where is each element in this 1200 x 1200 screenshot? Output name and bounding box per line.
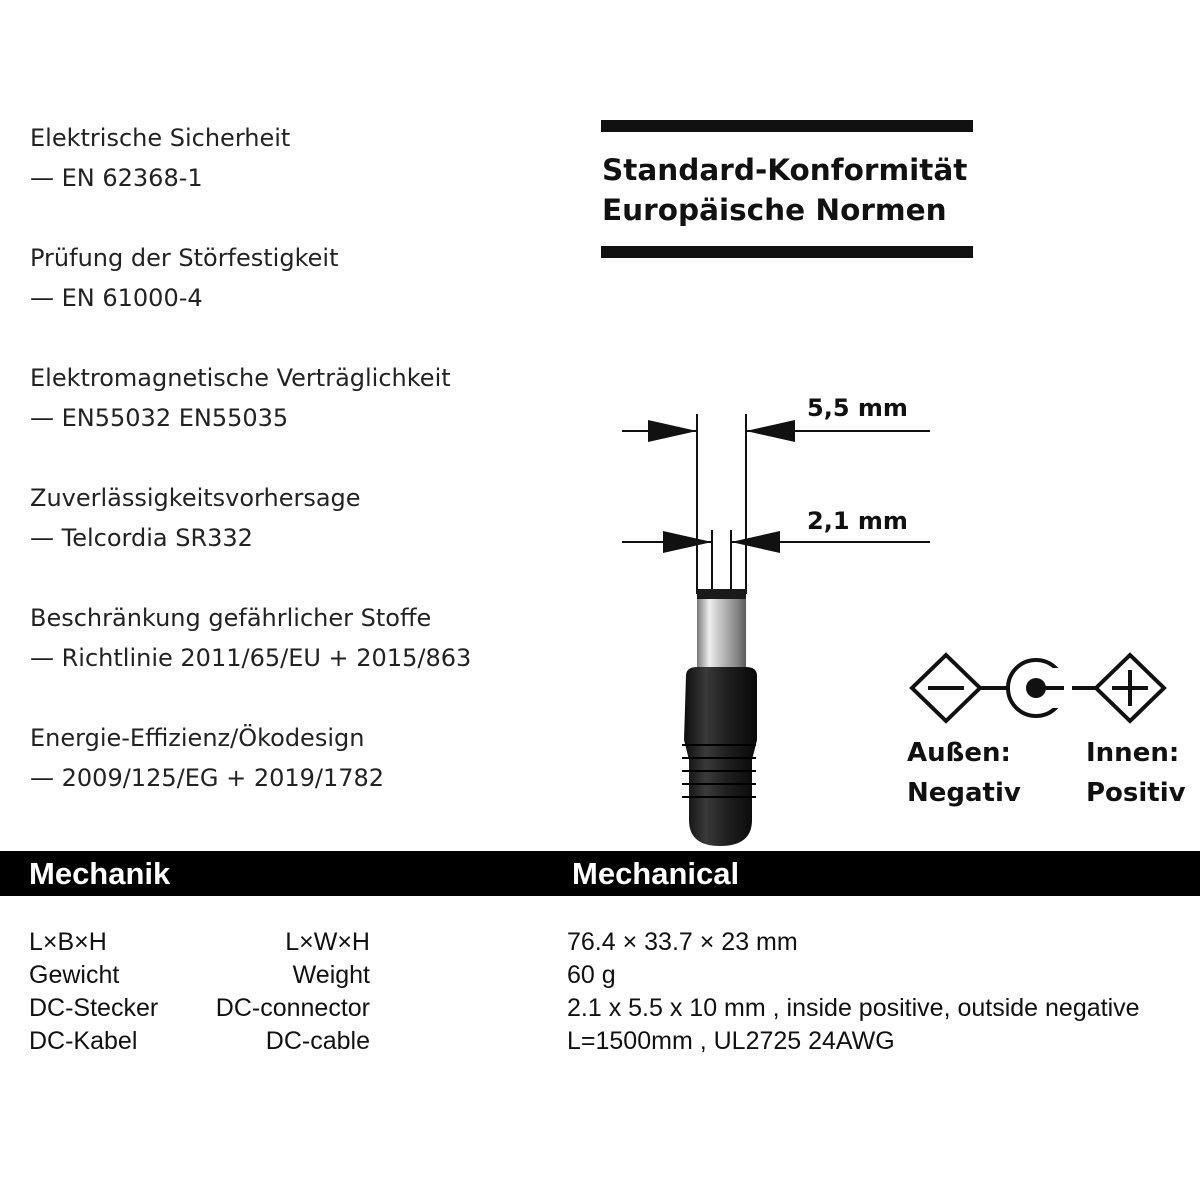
inner-dimension-lines <box>622 530 930 592</box>
standard-title: Elektrische Sicherheit <box>30 124 291 152</box>
standard-title: Prüfung der Störfestigkeit <box>30 244 339 272</box>
outer-diameter-label: 5,5 mm <box>807 394 908 422</box>
row-value: 60 g <box>567 961 616 989</box>
dc-plug-image <box>682 589 757 846</box>
standard-title: Zuverlässigkeitsvorhersage <box>30 484 361 512</box>
standard-value: — EN 62368-1 <box>30 164 203 192</box>
outer-dimension-lines <box>622 414 930 594</box>
mechanical-heading-de: Mechanik <box>29 856 171 891</box>
row-label-de: DC-Kabel <box>29 1027 138 1055</box>
arrow-icon <box>663 531 712 553</box>
polarity-symbol <box>912 655 1164 721</box>
row-label-de: DC-Stecker <box>29 994 159 1022</box>
inner-polarity-line-1: Innen: <box>1086 738 1180 768</box>
standard-value: — EN55032 EN55035 <box>30 404 289 432</box>
badge-line-1: Standard-Konformität <box>602 153 968 187</box>
badge-line-2: Europäische Normen <box>602 193 947 227</box>
row-label-en: DC-cable <box>265 1027 370 1055</box>
outer-polarity-line-1: Außen: <box>907 738 1011 768</box>
mechanical-heading-en: Mechanical <box>572 856 740 891</box>
arrow-icon <box>731 531 780 553</box>
standard-title: Elektromagnetische Verträglichkeit <box>30 364 451 392</box>
standard-value: — 2009/125/EG + 2019/1782 <box>30 764 385 792</box>
outer-polarity-label <box>907 733 1021 813</box>
outer-polarity-line-2: Negativ <box>907 778 1021 808</box>
inner-diameter-label: 2,1 mm <box>807 507 908 535</box>
row-value: L=1500mm , UL2725 24AWG <box>567 1027 895 1055</box>
row-label-de: Gewicht <box>29 961 120 989</box>
row-label-en: Weight <box>292 961 370 989</box>
row-label-en: L×W×H <box>285 928 370 956</box>
row-label-en: DC-connector <box>215 994 370 1022</box>
arrow-icon <box>648 420 697 442</box>
table-row <box>0 959 1200 992</box>
inner-polarity-line-2: Positiv <box>1086 778 1186 808</box>
standard-title: Beschränkung gefährlicher Stoffe <box>30 604 432 632</box>
standard-value: — EN 61000-4 <box>30 284 203 312</box>
row-label-de: L×B×H <box>29 928 107 956</box>
inner-polarity-label <box>1086 733 1186 813</box>
standard-value: — Telcordia SR332 <box>30 524 253 552</box>
row-value: 2.1 x 5.5 x 10 mm , inside positive, outside negative <box>567 994 1140 1022</box>
arrow-icon <box>746 420 795 442</box>
table-row <box>0 992 1200 1025</box>
standard-title: Energie-Effizienz/Ökodesign <box>30 724 365 752</box>
mechanical-table <box>0 926 1200 1058</box>
row-value: 76.4 × 33.7 × 23 mm <box>567 928 798 956</box>
table-row <box>0 926 1200 959</box>
standard-value: — Richtlinie 2011/65/EU + 2015/863 <box>30 644 472 672</box>
mechanical-header-bar <box>0 851 1200 896</box>
table-row <box>0 1025 1200 1058</box>
